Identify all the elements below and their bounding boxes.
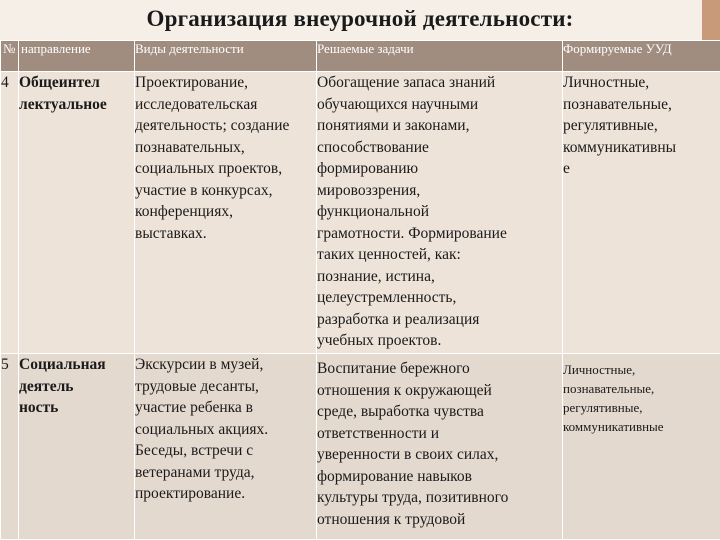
row-tasks: [317, 354, 563, 540]
row-tasks-text: Обогащение запаса знаний обучающихся научными понятиями и законами, способствование формированию мировоззрения, функциональной грамотности. Формирование таких ценностей, как: познание, истина, целеустремленность, разработка и реализация учебных проектов.: [317, 74, 507, 349]
table-row: [1, 72, 720, 354]
row-activities: [135, 72, 317, 354]
row-tasks-text: Воспитание бережного отношения к окружающей среде, выработка чувства ответственности и уверенности в своих силах, формирование навыков культуры труда, позитивного отношения к трудовой: [317, 360, 509, 528]
header-num: №: [1, 41, 19, 72]
row-activities: [135, 354, 317, 540]
row-direction: [19, 354, 135, 540]
table-row: [1, 354, 720, 540]
row-activities-text: Проектирование, исследовательская деятельность; создание познавательных, социальных проектов, участие в конкурсах, конференциях, выставках.: [135, 74, 290, 242]
row-num-text: 4: [1, 74, 9, 91]
header-activities: Виды деятельности: [135, 41, 317, 72]
header-tasks: Решаемые задачи: [317, 41, 563, 72]
activities-table: [0, 40, 720, 540]
row-uud: [563, 354, 720, 540]
row-direction: [19, 72, 135, 354]
row-direction-text: Общеинтел лектуальное: [19, 74, 107, 113]
row-activities-text: Экскурсии в музей, трудовые десанты, участие ребенка в социальных акциях. Беседы, встречи с ветеранами труда, проектирование.: [135, 356, 269, 502]
row-direction-text: Социальная деятель ность: [19, 356, 106, 416]
row-num: [1, 72, 19, 354]
header-uud: Формируемые УУД: [563, 41, 720, 72]
row-tasks: [317, 72, 563, 354]
slide-title: Организация внеурочной деятельности:: [146, 6, 574, 31]
row-num: [1, 354, 19, 540]
row-uud-text: Личностные, познавательные, регулятивные, коммуникативные: [563, 362, 664, 434]
table-header-row: [1, 41, 720, 72]
row-uud-text: Личностные, познавательные, регулятивные, коммуникативны е: [563, 74, 677, 177]
row-uud: [563, 72, 720, 354]
header-direction: направление: [19, 41, 135, 72]
row-num-text: 5: [1, 356, 9, 373]
